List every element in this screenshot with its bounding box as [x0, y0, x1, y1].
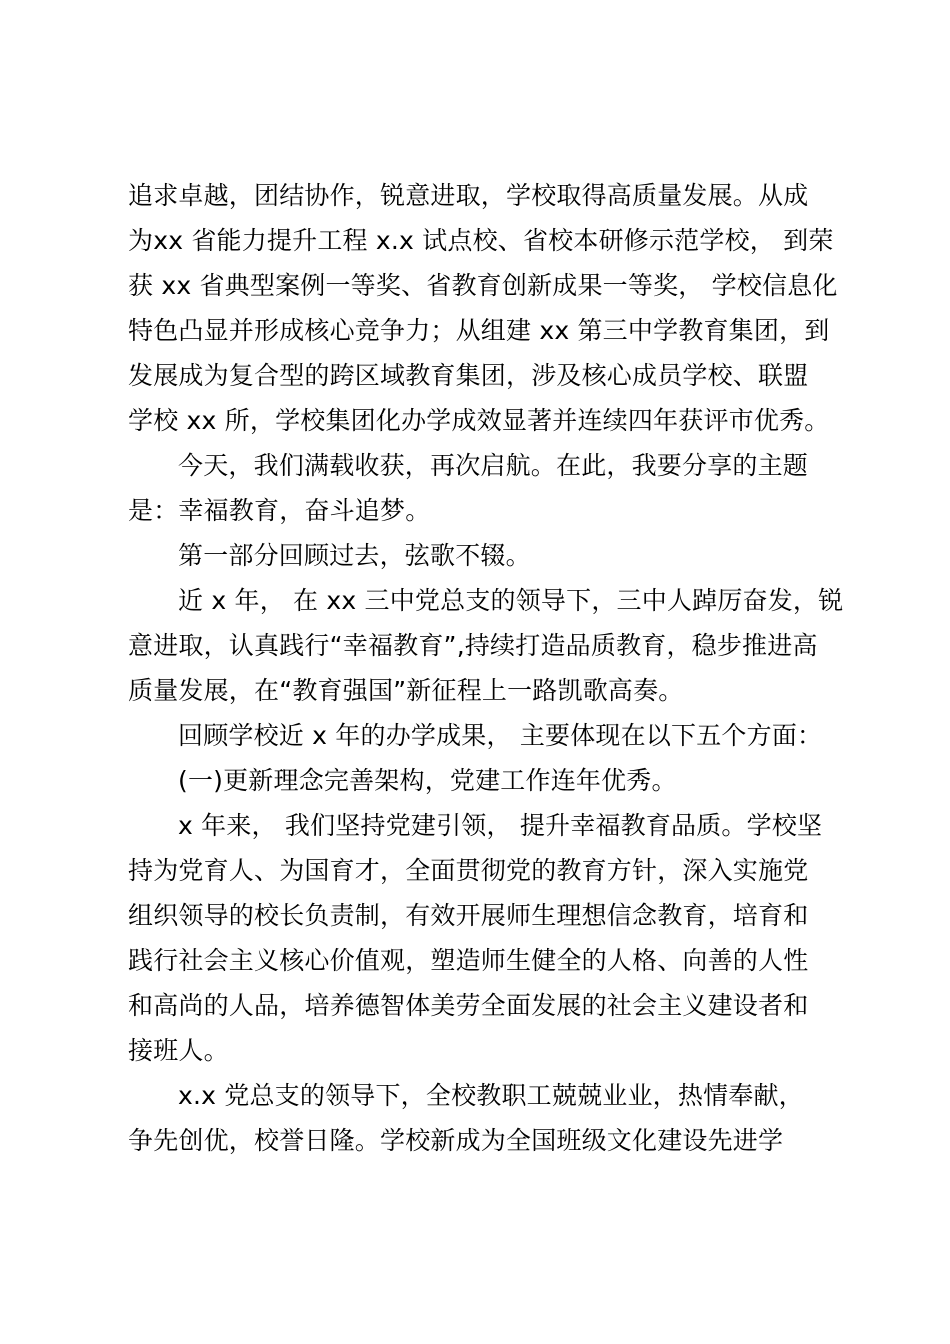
text-line: 回顾学校近 x 年的办学成果， 主要体现在以下五个方面：	[178, 721, 823, 750]
text-line: 第一部分回顾过去，弦歌不辍。	[178, 541, 531, 570]
text-line: (一)更新理念完善架构，党建工作连年优秀。	[178, 766, 677, 795]
text-line: 意进取，认真践行“幸福教育”,持续打造品质教育，稳步推进高	[128, 631, 818, 660]
text-line: 近 x 年， 在 xx 三中党总支的领导下，三中人踔厉奋发，锐	[178, 586, 844, 615]
text-line: 质量发展，在“教育强国”新征程上一路凯歌高奏。	[128, 676, 684, 705]
text-line: x.x 党总支的领导下，全校教职工兢兢业业，热情奉献，	[178, 1081, 804, 1110]
text-line: 获 xx 省典型案例一等奖、省教育创新成果一等奖， 学校信息化	[128, 271, 838, 300]
text-line: 和高尚的人品，培养德智体美劳全面发展的社会主义建设者和	[128, 991, 809, 1020]
text-line: 今天，我们满载收获，再次启航。在此，我要分享的主题	[178, 451, 809, 480]
text-line: 是：幸福教育，奋斗追梦。	[128, 496, 431, 525]
text-line: 接班人。	[128, 1036, 229, 1065]
text-line: 组织领导的校长负责制，有效开展师生理想信念教育，培育和	[128, 901, 809, 930]
text-line: 学校 xx 所，学校集团化办学成效显著并连续四年获评市优秀。	[128, 406, 830, 435]
text-line: 特色凸显并形成核心竞争力；从组建 xx 第三中学教育集团，到	[128, 316, 830, 345]
text-line: 为xx 省能力提升工程 x.x 试点校、省校本研修示范学校， 到荣	[128, 226, 834, 255]
text-line: 争先创优，校誉日隆。学校新成为全国班级文化建设先进学	[128, 1126, 784, 1155]
text-line: 持为党育人、为国育才，全面贯彻党的教育方针，深入实施党	[128, 856, 809, 885]
text-line: 践行社会主义核心价值观，塑造师生健全的人格、向善的人性	[128, 946, 809, 975]
text-line: 追求卓越，团结协作，锐意进取，学校取得高质量发展。从成	[128, 181, 809, 210]
text-line: 发展成为复合型的跨区域教育集团，涉及核心成员学校、联盟	[128, 361, 809, 390]
text-line: x 年来， 我们坚持党建引领， 提升幸福教育品质。学校坚	[178, 811, 823, 840]
body-text	[128, 173, 844, 1163]
